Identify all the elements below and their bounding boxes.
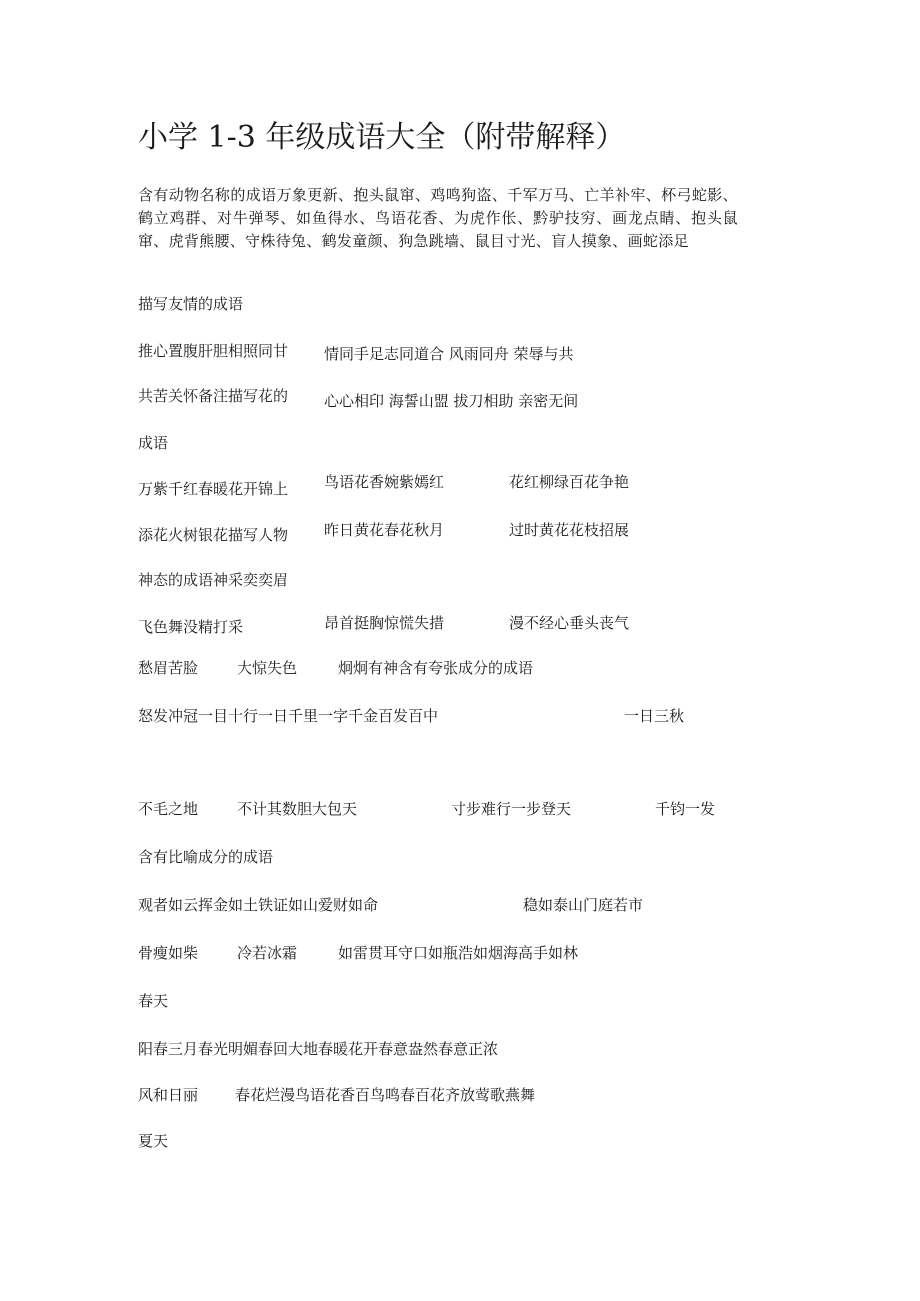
text-line: 观者如云挥金如土铁证如山爱财如命: [138, 896, 379, 914]
text-line: 鸟语花香婉紫嫣红: [324, 473, 445, 491]
metaphor-heading: 含有比喻成分的成语: [138, 848, 274, 866]
spring-heading: 春天: [138, 992, 169, 1010]
text-line: 添花火树银花描写人物: [138, 526, 289, 544]
text-line: 万紫千红春暖花开锦上: [138, 480, 289, 498]
text-line: 春花烂漫鸟语花香百鸟鸣春百花齐放莺歌燕舞: [235, 1086, 536, 1104]
text-line: 风和日丽: [138, 1086, 199, 1104]
friendship-heading: 描写友情的成语: [138, 295, 244, 313]
text-line: 骨瘦如柴: [138, 944, 199, 962]
text-line: 情同手足志同道合 风雨同舟 荣辱与共: [324, 345, 574, 363]
text-line: 花红柳绿百花争艳: [509, 473, 630, 491]
text-line: 阳春三月春光明媚春回大地春暖花开春意盎然春意正浓: [138, 1040, 499, 1058]
page-title: 小学 1-3 年级成语大全（附带解释）: [138, 120, 626, 155]
text-line: 神态的成语神采奕奕眉: [138, 571, 289, 589]
text-line: 炯炯有神含有夸张成分的成语: [338, 659, 534, 677]
text-line: 大惊失色: [237, 659, 298, 677]
text-line: 怒发冲冠一目十行一日千里一字千金百发百中: [138, 707, 439, 725]
intro-paragraph: 含有动物名称的成语万象更新、抱头鼠窜、鸡鸣狗盗、千军万马、亡羊补牢、杯弓蛇影、鹤立鸡群、对牛弹琴、如鱼得水、鸟语花香、为虎作伥、黔驴技穷、画龙点睛、抱头鼠窜、虎背熊腰、守株待兔、鹤发童颜、狗急跳墙、鼠目寸光、盲人摸象、画蛇添足: [138, 186, 738, 250]
text-line: 千钧一发: [655, 800, 716, 818]
text-line: 冷若冰霜: [237, 944, 298, 962]
text-line: 一日三秋: [624, 707, 685, 725]
text-line: 共苦关怀备注描写花的: [138, 387, 289, 405]
text-line: 不计其数胆大包天: [237, 800, 358, 818]
text-line: 漫不经心垂头丧气: [509, 614, 630, 632]
text-line: 不毛之地: [138, 800, 199, 818]
summer-heading: 夏天: [138, 1132, 169, 1150]
text-line: 寸步难行一步登天: [451, 800, 572, 818]
text-line: 如雷贯耳守口如瓶浩如烟海高手如林: [338, 944, 579, 962]
text-line: 昂首挺胸惊慌失措: [324, 614, 445, 632]
text-line: 成语: [138, 434, 169, 452]
text-line: 昨日黄花春花秋月: [324, 521, 445, 539]
text-line: 稳如泰山门庭若市: [523, 896, 644, 914]
text-line: 愁眉苦脸: [138, 659, 199, 677]
text-line: 推心置腹肝胆相照同甘: [138, 342, 289, 360]
text-line: 心心相印 海誓山盟 拔刀相助 亲密无间: [324, 392, 579, 410]
text-line: 飞色舞没精打采: [138, 618, 244, 636]
text-line: 过时黄花花枝招展: [509, 521, 630, 539]
